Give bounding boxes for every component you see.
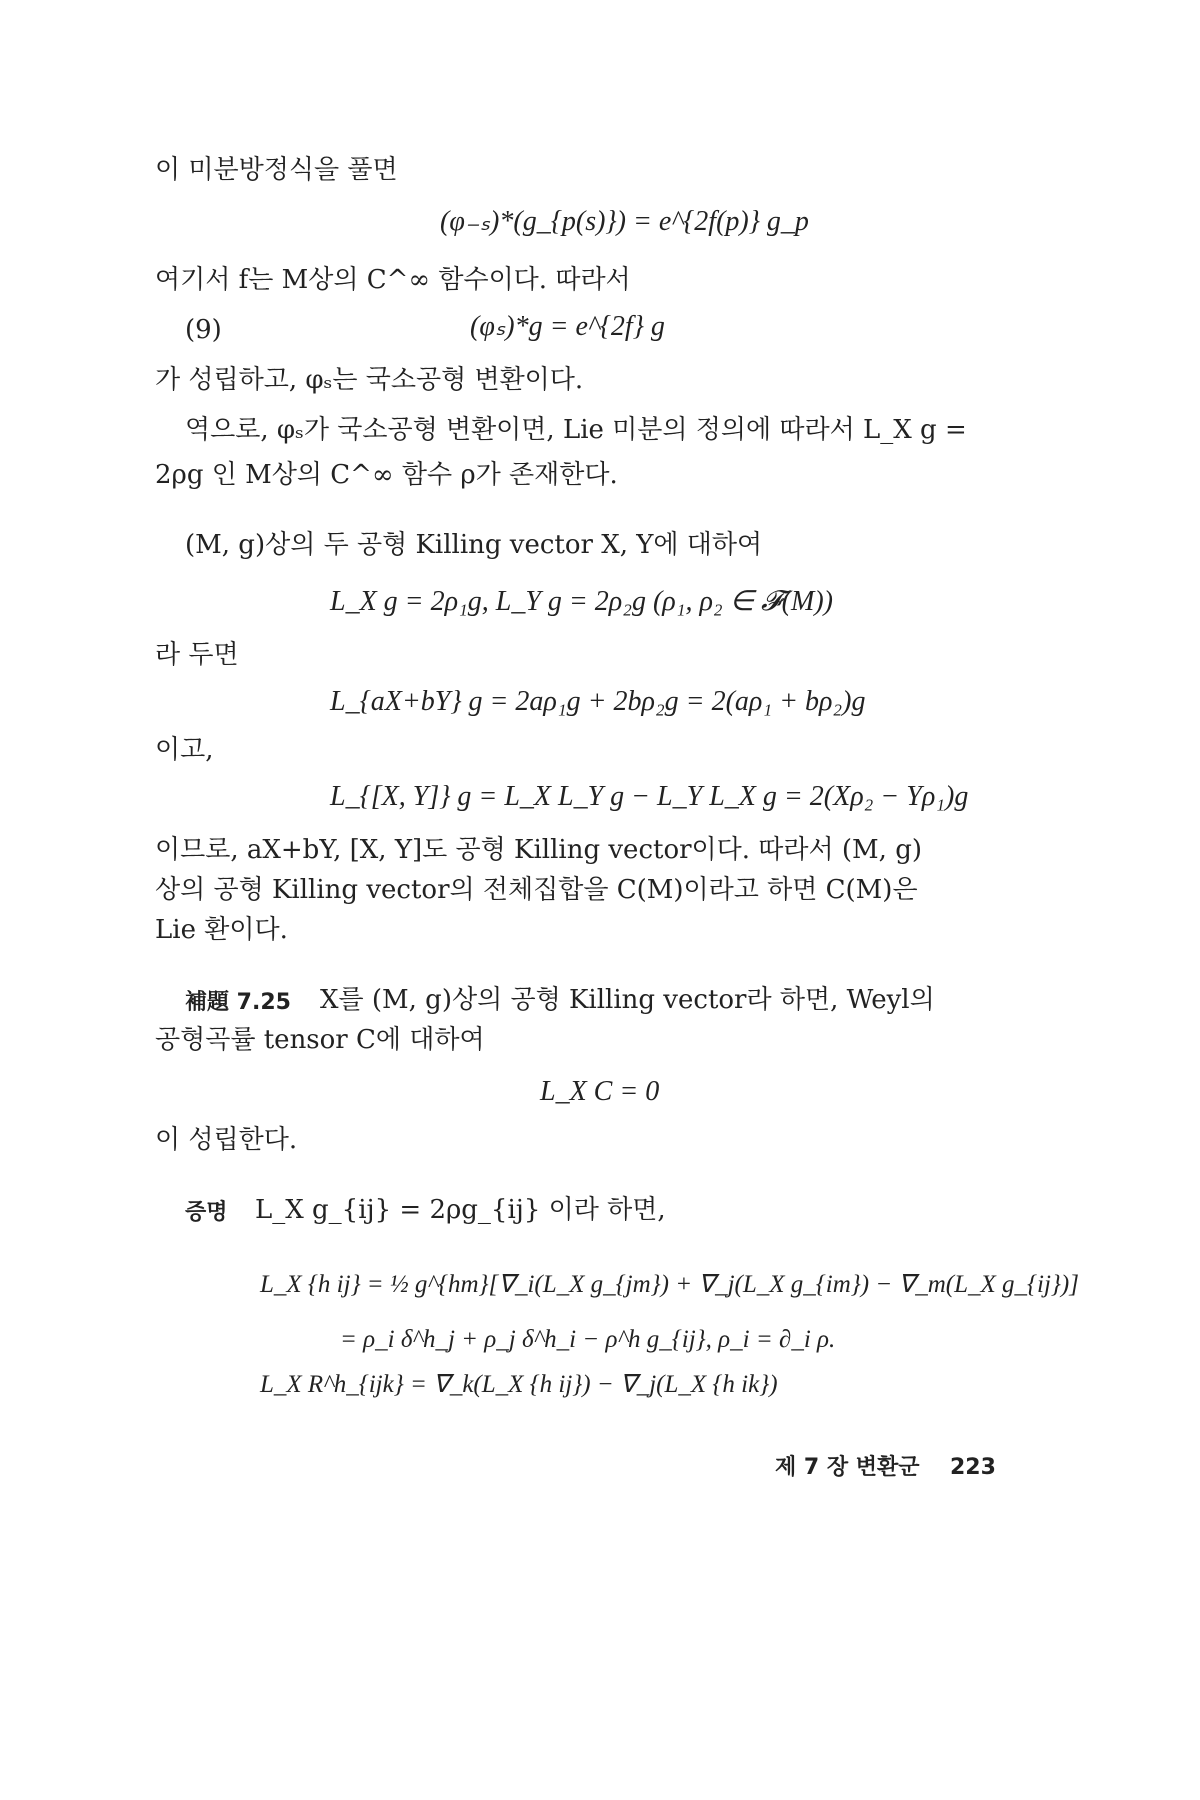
equation: L_{[X, Y]} g = L_X L_Y g − L_Y L_X g = 2(Xρ₂ − Yρ₁)g: [330, 781, 969, 812]
text-line: L_X g_{ij} = 2ρg_{ij} 이라 하면,: [255, 1195, 666, 1225]
page-number: 223: [950, 1455, 996, 1480]
equation: L_X C = 0: [540, 1076, 660, 1107]
text-line: 이고,: [155, 735, 214, 765]
chapter-title: 제 7 장 변환군: [775, 1455, 920, 1480]
equation: (φₛ)*g = e^{2f} g: [470, 311, 665, 342]
equation: L_X R^h_{ijk} = ∇_k(L_X {h ij}) − ∇_j(L_X {h ik}): [260, 1371, 778, 1398]
equation: L_X {h ij} = ½ g^{hm}[∇_i(L_X g_{jm}) + ∇_j(L_X g_{im}) − ∇_m(L_X g_{ij})]: [260, 1271, 1079, 1298]
text-line: 가 성립하고, φₛ는 국소공형 변환이다.: [155, 365, 584, 395]
text-line: 2ρg 인 M상의 C^∞ 함수 ρ가 존재한다.: [155, 460, 618, 490]
text-line: X를 (M, g)상의 공형 Killing vector라 하면, Weyl의: [320, 985, 935, 1015]
equation: L_X g = 2ρ₁g, L_Y g = 2ρ₂g (ρ₁, ρ₂ ∈ 𝓕(M)): [330, 586, 833, 617]
text-line: 역으로, φₛ가 국소공형 변환이면, Lie 미분의 정의에 따라서 L_X g =: [185, 415, 967, 445]
text-line: 이므로, aX+bY, [X, Y]도 공형 Killing vector이다. 따라서 (M, g): [155, 835, 922, 865]
text-line: 여기서 f는 M상의 C^∞ 함수이다. 따라서: [155, 265, 631, 295]
text-line: Lie 환이다.: [155, 915, 288, 945]
text-line: 이 미분방정식을 풀면: [155, 155, 398, 185]
equation-number: (9): [185, 315, 222, 345]
lemma-label: 補題 7.25: [185, 990, 291, 1015]
proof-label: 증명: [185, 1200, 228, 1225]
text-line: 이 성립한다.: [155, 1125, 298, 1155]
text-line: (M, g)상의 두 공형 Killing vector X, Y에 대하여: [185, 530, 763, 560]
equation: L_{aX+bY} g = 2aρ₁g + 2bρ₂g = 2(aρ₁ + bρ₂)g: [330, 686, 866, 717]
text-line: 상의 공형 Killing vector의 전체집합을 C(M)이라고 하면 C(M)은: [155, 875, 918, 905]
equation: = ρ_i δ^h_j + ρ_j δ^h_i − ρ^h g_{ij}, ρ_i = ∂_i ρ.: [340, 1326, 836, 1353]
text-line: 공형곡률 tensor C에 대하여: [155, 1025, 485, 1055]
text-line: 라 두면: [155, 640, 239, 670]
equation: (φ₋ₛ)*(g_{p(s)}) = e^{2f(p)} g_p: [440, 206, 809, 237]
